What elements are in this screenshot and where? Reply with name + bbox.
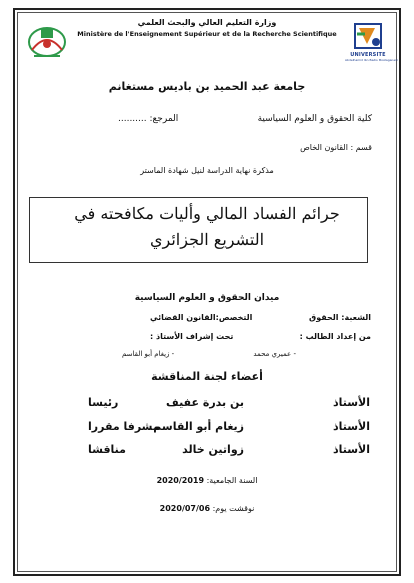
department-name: قسم : القانون الخاص (300, 143, 372, 152)
jury-member-name: زيغام أبو القاسم (153, 420, 244, 433)
academic-year-value: 2020/2019 (156, 476, 205, 485)
prepared-by-label: من إعداد الطالب : (299, 332, 371, 341)
jury-member-title: الأستاذ (332, 443, 370, 456)
thesis-title-line-2: التشريع الجزائري (149, 230, 265, 249)
page-border-inner (17, 12, 397, 572)
ministry-name-fr: Ministère de l'Enseignement Supérieur et de la Recherche Scientifique (77, 30, 337, 38)
faculty-name: كلية الحقوق و العلوم السياسية (257, 114, 372, 124)
jury-member-role: رئيسا (88, 396, 119, 409)
defense-date (0, 504, 414, 513)
jury-member-role: مشرفا مقررا (88, 420, 160, 433)
jury-member-title: الأستاذ (332, 396, 370, 409)
jury-member-title: الأستاذ (332, 420, 370, 433)
academic-year (0, 476, 414, 485)
specialty-label: التخصص:القانون القضائي (150, 313, 253, 322)
thesis-type: مذكرة نهاية الدراسة لنيل شهادة الماستر (140, 166, 274, 175)
university-name: جامعة عبد الحميد بن باديس مستغانم (108, 80, 306, 93)
student-name: - عميري محمد (253, 350, 296, 358)
jury-member-role: مناقشا (88, 443, 126, 456)
jury-member-name: زواتين خالد (182, 443, 244, 456)
defense-date-value: 2020/07/06 (159, 504, 211, 513)
academic-year-label: السنة الجامعية: (206, 476, 258, 485)
defense-date-label: نوقشت يوم: (212, 504, 255, 513)
ministry-name-ar: وزارة التعليم العالي والبحث العلمي (137, 18, 277, 27)
reference-field: المرجع: .......... (118, 114, 179, 124)
supervisor-name: - زيغام أبو القاسم (122, 350, 175, 358)
supervised-by-label: تحت إشراف الأستاذ : (150, 332, 234, 341)
jury-member-name: بن بدرة عفيف (165, 396, 244, 409)
branch-label: الشعبة: الحقوق (309, 313, 371, 322)
university-logo-label: UNIVERSITE (350, 52, 386, 58)
university-logo-sublabel: Abdelhamid Ibn Badis Mostaganem (345, 58, 399, 62)
jury-heading: أعضاء لجنة المناقشة (151, 370, 263, 383)
field-of-study: ميدان الحقوق و العلوم السياسية (134, 293, 280, 303)
thesis-title-line-1: جرائم الفساد المالي وأليات مكافحته في (74, 204, 340, 223)
